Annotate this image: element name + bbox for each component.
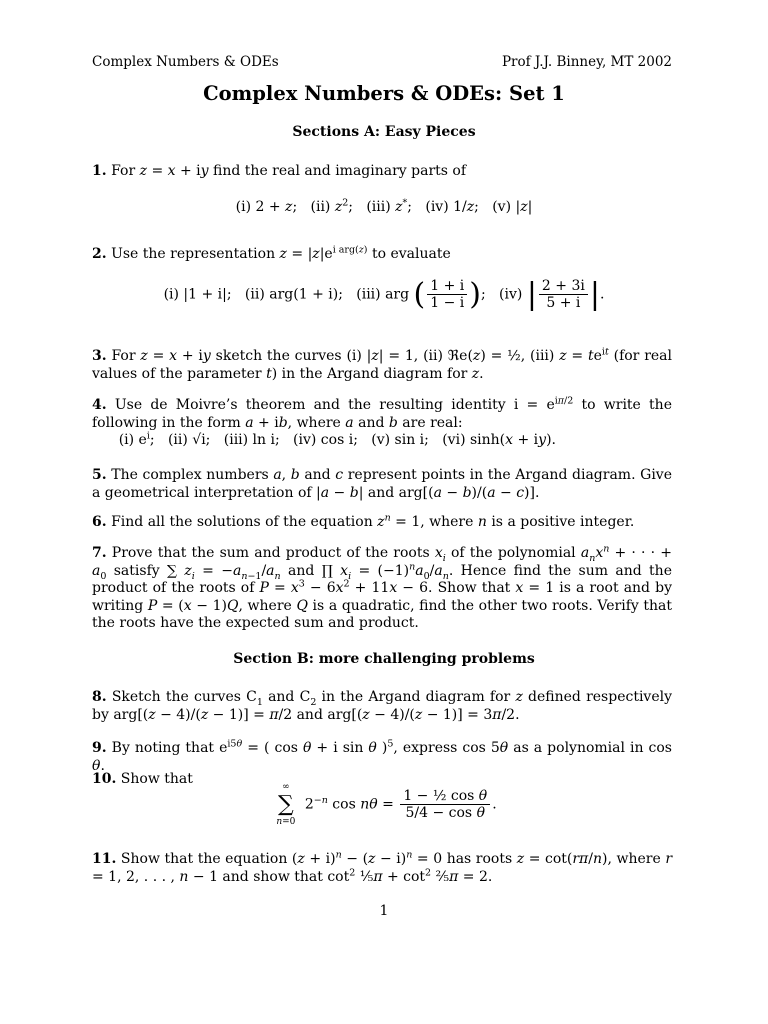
problem-number: 3. bbox=[92, 348, 107, 364]
problem-10-equation: ∞ ∑ n=0 $2^{-n}$ cos nθ = $\frac{\text{1 − ½ cos θ}}{\text{5/4 − cos θ}}$ . bbox=[276, 782, 497, 827]
problem-number: 4. bbox=[92, 397, 107, 413]
problem-1-items: (i) 2 + z; (ii) $z^2$; (iii) z*; (iv) 1/z; (v) |z| bbox=[235, 197, 533, 215]
problem-1: 1. For z = x + iy find the real and imaginary parts of bbox=[92, 163, 467, 179]
problem-9: 9. By noting that $e^{i5\theta}$ = ( cos θ + i sin θ )$^5$, express cos 5θ as a polynomial in cos θ. bbox=[92, 738, 672, 774]
section-b-heading: Section B: more challenging problems bbox=[233, 651, 535, 667]
problem-7: 7. Prove that the sum and product of the roots $x_i$ of the polynomial $a_nx^n$ + · · · + $a_0$ satisfy ∑ $z_i = -a_{n-1}/a_n$ and ∏ $x_i = (-1)^na_0/a_n$. Hence find the sum and the product of the roots of $P = x^3 - 6x^2 + 11x - 6$. Show that x = 1 is a root and by writing P = (x − 1)Q, where Q is a quadratic, find the other two roots. Verify that the roots have the expected sum and product. bbox=[92, 543, 673, 631]
problem-number: 2. bbox=[92, 246, 107, 262]
running-header-right: Prof J.J. Binney, MT 2002 bbox=[501, 54, 672, 70]
problem-2: 2. Use the representation $z = |z|e^{i arg(z)}$ to evaluate bbox=[92, 244, 451, 262]
problem-number: 11. bbox=[92, 851, 117, 867]
section-a-heading: Sections A: Easy Pieces bbox=[292, 124, 476, 140]
problem-5: 5. The complex numbers a, b and c represent points in the Argand diagram. Give a geometrical interpretation of |a − b| and arg[(a − b)/(a − c)]. bbox=[92, 467, 672, 501]
problem-10: 10. Show that bbox=[92, 771, 193, 787]
problem-number: 9. bbox=[92, 740, 107, 756]
problem-number: 6. bbox=[92, 514, 107, 530]
problem-number: 8. bbox=[92, 689, 107, 705]
problem-8: 8. Sketch the curves $C_1$ and $C_2$ in the Argand diagram for z defined respectively by arg[(z − 4)/(z − 1)] = π/2 and arg[(z − 4)/(z − 1)] = 3π/2. bbox=[92, 689, 673, 723]
document-title: Complex Numbers & ODEs: Set 1 bbox=[203, 82, 565, 105]
problem-number: 1. bbox=[92, 163, 107, 179]
page-number: 1 bbox=[379, 903, 389, 919]
problem-4: 4. Use de Moivre’s theorem and the resulting identity $i = e^{i\pi/2}$ to write the following in the form a + ib, where a and b are real: (i) $e^i$; (ii) √i; (iii) ln i; (iv) cos i; (v) sin i; (vi) sinh(x + iy). bbox=[92, 395, 672, 448]
problem-11: 11. Show that the equation $(z + i)^n - (z - i)^n = 0$ has roots z = cot(rπ/n), where r = 1, 2, . . . , n − 1 and show that $\cot^2$ ⅕π + $\cot^2$ ⅖π = 2. bbox=[92, 849, 673, 885]
problem-number: 7. bbox=[92, 545, 107, 561]
problem-number: 5. bbox=[92, 467, 107, 483]
problem-3: 3. For z = x + iy sketch the curves (i) |z| = 1, (ii) ℜe(z) = ½, (iii) $z = te^{it}$ (for real values of the parameter t) in the Argand diagram for z. bbox=[92, 346, 672, 382]
problem-2-items: (i) |1 + i|; (ii) arg(1 + i); (iii) arg ( $\frac{1 + i}{1 - i}$ ); (iv) | $\frac{2 + 3i}{5 + i}$ |. bbox=[163, 277, 605, 312]
problem-number: 10. bbox=[92, 771, 117, 787]
problem-6: 6. Find all the solutions of the equation $z^n = 1$, where n is a positive integer. bbox=[92, 512, 635, 530]
running-header-left: Complex Numbers & ODEs bbox=[92, 54, 279, 70]
